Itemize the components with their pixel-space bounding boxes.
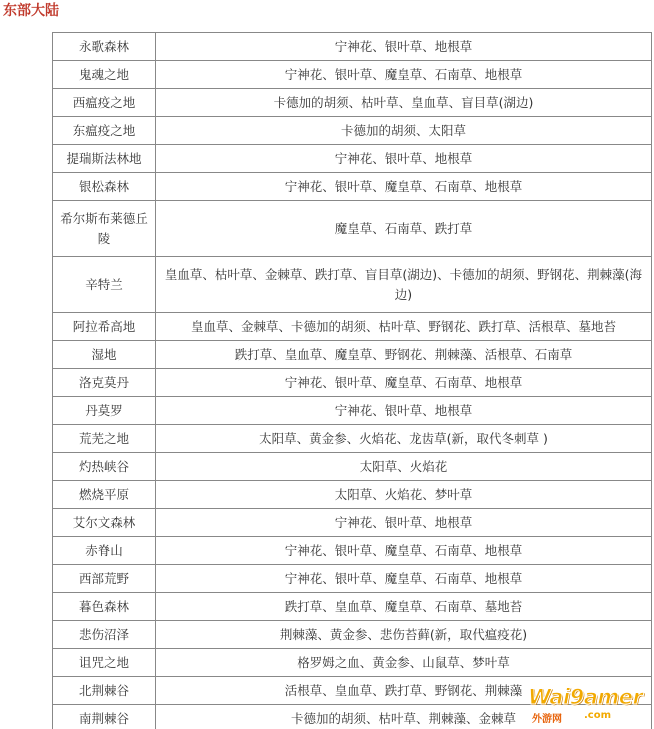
- table-row: [53, 565, 652, 593]
- herbs-cell: 宁神花、银叶草、魔皇草、石南草、地根草: [156, 61, 652, 89]
- table-row: [53, 593, 652, 621]
- zone-cell: 南荆棘谷: [53, 705, 156, 729]
- table-row: [53, 313, 652, 341]
- table-row: [53, 173, 652, 201]
- herbs-cell: 宁神花、银叶草、魔皇草、石南草、地根草: [156, 537, 652, 565]
- zone-cell: 灼热峡谷: [53, 453, 156, 481]
- watermark-brand: Wai9amer: [528, 685, 643, 709]
- zone-cell: 丹莫罗: [53, 397, 156, 425]
- zone-cell: 暮色森林: [53, 593, 156, 621]
- table-row: [53, 89, 652, 117]
- zone-cell: 赤脊山: [53, 537, 156, 565]
- herbs-cell: 太阳草、火焰花、梦叶草: [156, 481, 652, 509]
- table-row: [53, 481, 652, 509]
- herbs-cell: 宁神花、银叶草、地根草: [156, 145, 652, 173]
- table-row: [53, 537, 652, 565]
- zone-cell: 提瑞斯法林地: [53, 145, 156, 173]
- zone-cell: 鬼魂之地: [53, 61, 156, 89]
- herbs-cell: 跌打草、皇血草、魔皇草、野钢花、荆棘藻、活根草、石南草: [156, 341, 652, 369]
- zone-cell: 永歌森林: [53, 33, 156, 61]
- zone-cell: 希尔斯布莱德丘陵: [53, 201, 156, 257]
- table-row: [53, 117, 652, 145]
- herbs-cell: 皇血草、金棘草、卡德加的胡须、枯叶草、野钢花、跌打草、活根草、墓地苔: [156, 313, 652, 341]
- table-row: [53, 425, 652, 453]
- herbs-cell: 宁神花、银叶草、地根草: [156, 509, 652, 537]
- herbs-cell: 活根草、皇血草、跌打草、野钢花、荆棘藻: [156, 677, 652, 705]
- zone-cell: 诅咒之地: [53, 649, 156, 677]
- zone-cell: 燃烧平原: [53, 481, 156, 509]
- zone-cell: 艾尔文森林: [53, 509, 156, 537]
- watermark-domain: .com: [584, 710, 612, 721]
- herbs-cell: 卡德加的胡须、枯叶草、荆棘藻、金棘草: [156, 705, 652, 729]
- herb-table-body: [53, 33, 652, 729]
- herbs-cell: 宁神花、银叶草、地根草: [156, 33, 652, 61]
- herb-table: [52, 32, 652, 729]
- table-row: [53, 369, 652, 397]
- herbs-cell: 荆棘藻、黄金参、悲伤苔藓(新，取代瘟疫花): [156, 621, 652, 649]
- herbs-cell: 卡德加的胡须、太阳草: [156, 117, 652, 145]
- herbs-cell: 宁神花、银叶草、魔皇草、石南草、地根草: [156, 173, 652, 201]
- zone-cell: 西部荒野: [53, 565, 156, 593]
- table-row: [53, 509, 652, 537]
- watermark-sub: 外游网: [532, 714, 562, 725]
- herbs-cell: 皇血草、枯叶草、金棘草、跌打草、盲目草(湖边)、卡德加的胡须、野钢花、荆棘藻(海边): [156, 257, 652, 313]
- herbs-cell: 格罗姆之血、黄金参、山鼠草、梦叶草: [156, 649, 652, 677]
- herbs-cell: 宁神花、银叶草、地根草: [156, 397, 652, 425]
- zone-cell: 阿拉希高地: [53, 313, 156, 341]
- zone-cell: 荒芜之地: [53, 425, 156, 453]
- table-row: [53, 257, 652, 313]
- herbs-cell: 太阳草、火焰花: [156, 453, 652, 481]
- herbs-cell: 魔皇草、石南草、跌打草: [156, 201, 652, 257]
- zone-cell: 西瘟疫之地: [53, 89, 156, 117]
- table-row: [53, 621, 652, 649]
- herbs-cell: 太阳草、黄金参、火焰花、龙齿草(新，取代冬刺草 ): [156, 425, 652, 453]
- herbs-cell: 卡德加的胡须、枯叶草、皇血草、盲目草(湖边): [156, 89, 652, 117]
- table-row: [53, 397, 652, 425]
- zone-cell: 悲伤沼泽: [53, 621, 156, 649]
- table-row: [53, 33, 652, 61]
- table-row: [53, 145, 652, 173]
- herbs-cell: 宁神花、银叶草、魔皇草、石南草、地根草: [156, 369, 652, 397]
- zone-cell: 北荆棘谷: [53, 677, 156, 705]
- zone-cell: 辛特兰: [53, 257, 156, 313]
- zone-cell: 东瘟疫之地: [53, 117, 156, 145]
- site-watermark-logo: [528, 685, 643, 725]
- table-row: [53, 453, 652, 481]
- zone-cell: 湿地: [53, 341, 156, 369]
- table-row: [53, 649, 652, 677]
- zone-cell: 银松森林: [53, 173, 156, 201]
- table-row: [53, 201, 652, 257]
- section-heading: 东部大陆: [3, 3, 59, 19]
- table-row: [53, 61, 652, 89]
- herbs-cell: 宁神花、银叶草、魔皇草、石南草、地根草: [156, 565, 652, 593]
- zone-cell: 洛克莫丹: [53, 369, 156, 397]
- herbs-cell: 跌打草、皇血草、魔皇草、石南草、墓地苔: [156, 593, 652, 621]
- table-row: [53, 341, 652, 369]
